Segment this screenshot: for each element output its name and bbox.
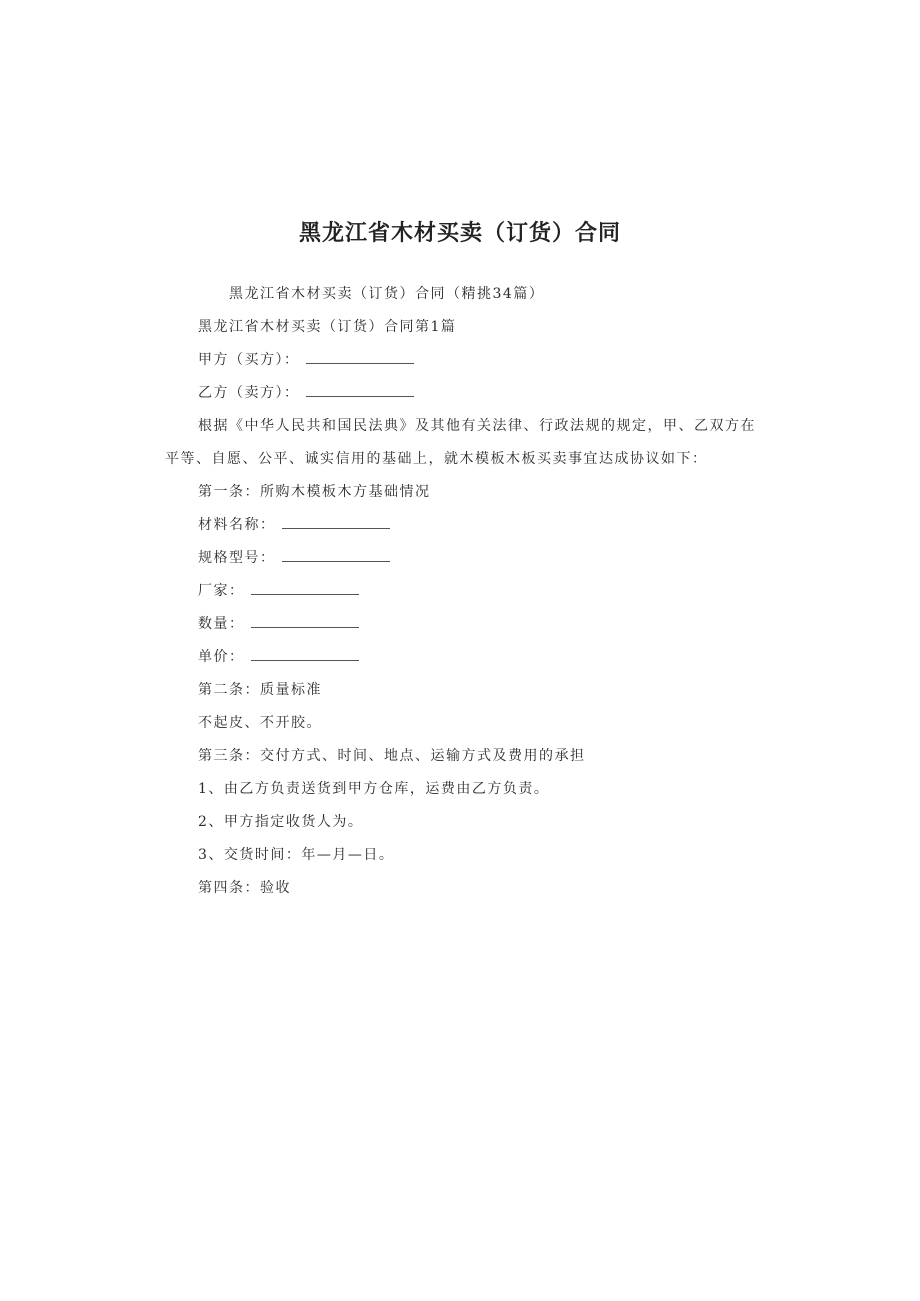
article1-title: 第一条：所购木模板木方基础情况	[198, 484, 431, 500]
delivery-item-2: 2、甲方指定收货人为。	[198, 814, 364, 830]
intro-paragraph-line2: 平等、自愿、公平、诚实信用的基础上，就木模板木板买卖事宜达成协议如下：	[165, 451, 708, 467]
unit-price-blank	[251, 648, 359, 661]
spec-label: 规格型号：	[198, 550, 276, 566]
quantity-blank	[251, 615, 359, 628]
manufacturer-line	[198, 582, 359, 600]
manufacturer-label: 厂家：	[198, 583, 245, 599]
document-title: 黑龙江省木材买卖（订货）合同	[298, 221, 621, 246]
party-b-label: 乙方（卖方）：	[198, 385, 300, 401]
intro-paragraph-line1: 根据《中华人民共和国民法典》及其他有关法律、行政法规的规定，甲、乙双方在	[198, 418, 756, 434]
quality-text: 不起皮、不开胶。	[198, 715, 322, 731]
quantity-label: 数量：	[198, 616, 245, 632]
party-b-blank	[306, 384, 414, 397]
quantity-line	[198, 615, 359, 633]
article2-title: 第二条：质量标准	[198, 682, 322, 698]
delivery-item-1: 1、由乙方负责送货到甲方仓库，运费由乙方负责。	[198, 781, 550, 797]
delivery-item-3: 3、交货时间：年—月—日。	[198, 847, 395, 863]
document-subtitle: 黑龙江省木材买卖（订货）合同（精挑34篇）	[229, 286, 545, 302]
article3-title: 第三条：交付方式、时间、地点、运输方式及费用的承担	[198, 748, 586, 764]
manufacturer-blank	[251, 582, 359, 595]
party-a-line	[198, 351, 414, 369]
spec-blank	[282, 549, 390, 562]
article4-title: 第四条：验收	[198, 880, 291, 896]
party-b-line	[198, 384, 414, 402]
party-a-blank	[306, 351, 414, 364]
material-name-line	[198, 516, 390, 534]
party-a-label: 甲方（买方）：	[198, 352, 300, 368]
unit-price-line	[198, 648, 359, 666]
spec-line	[198, 549, 390, 567]
material-name-blank	[282, 516, 390, 529]
section-heading: 黑龙江省木材买卖（订货）合同第1篇	[198, 319, 457, 335]
material-name-label: 材料名称：	[198, 517, 276, 533]
unit-price-label: 单价：	[198, 649, 245, 665]
